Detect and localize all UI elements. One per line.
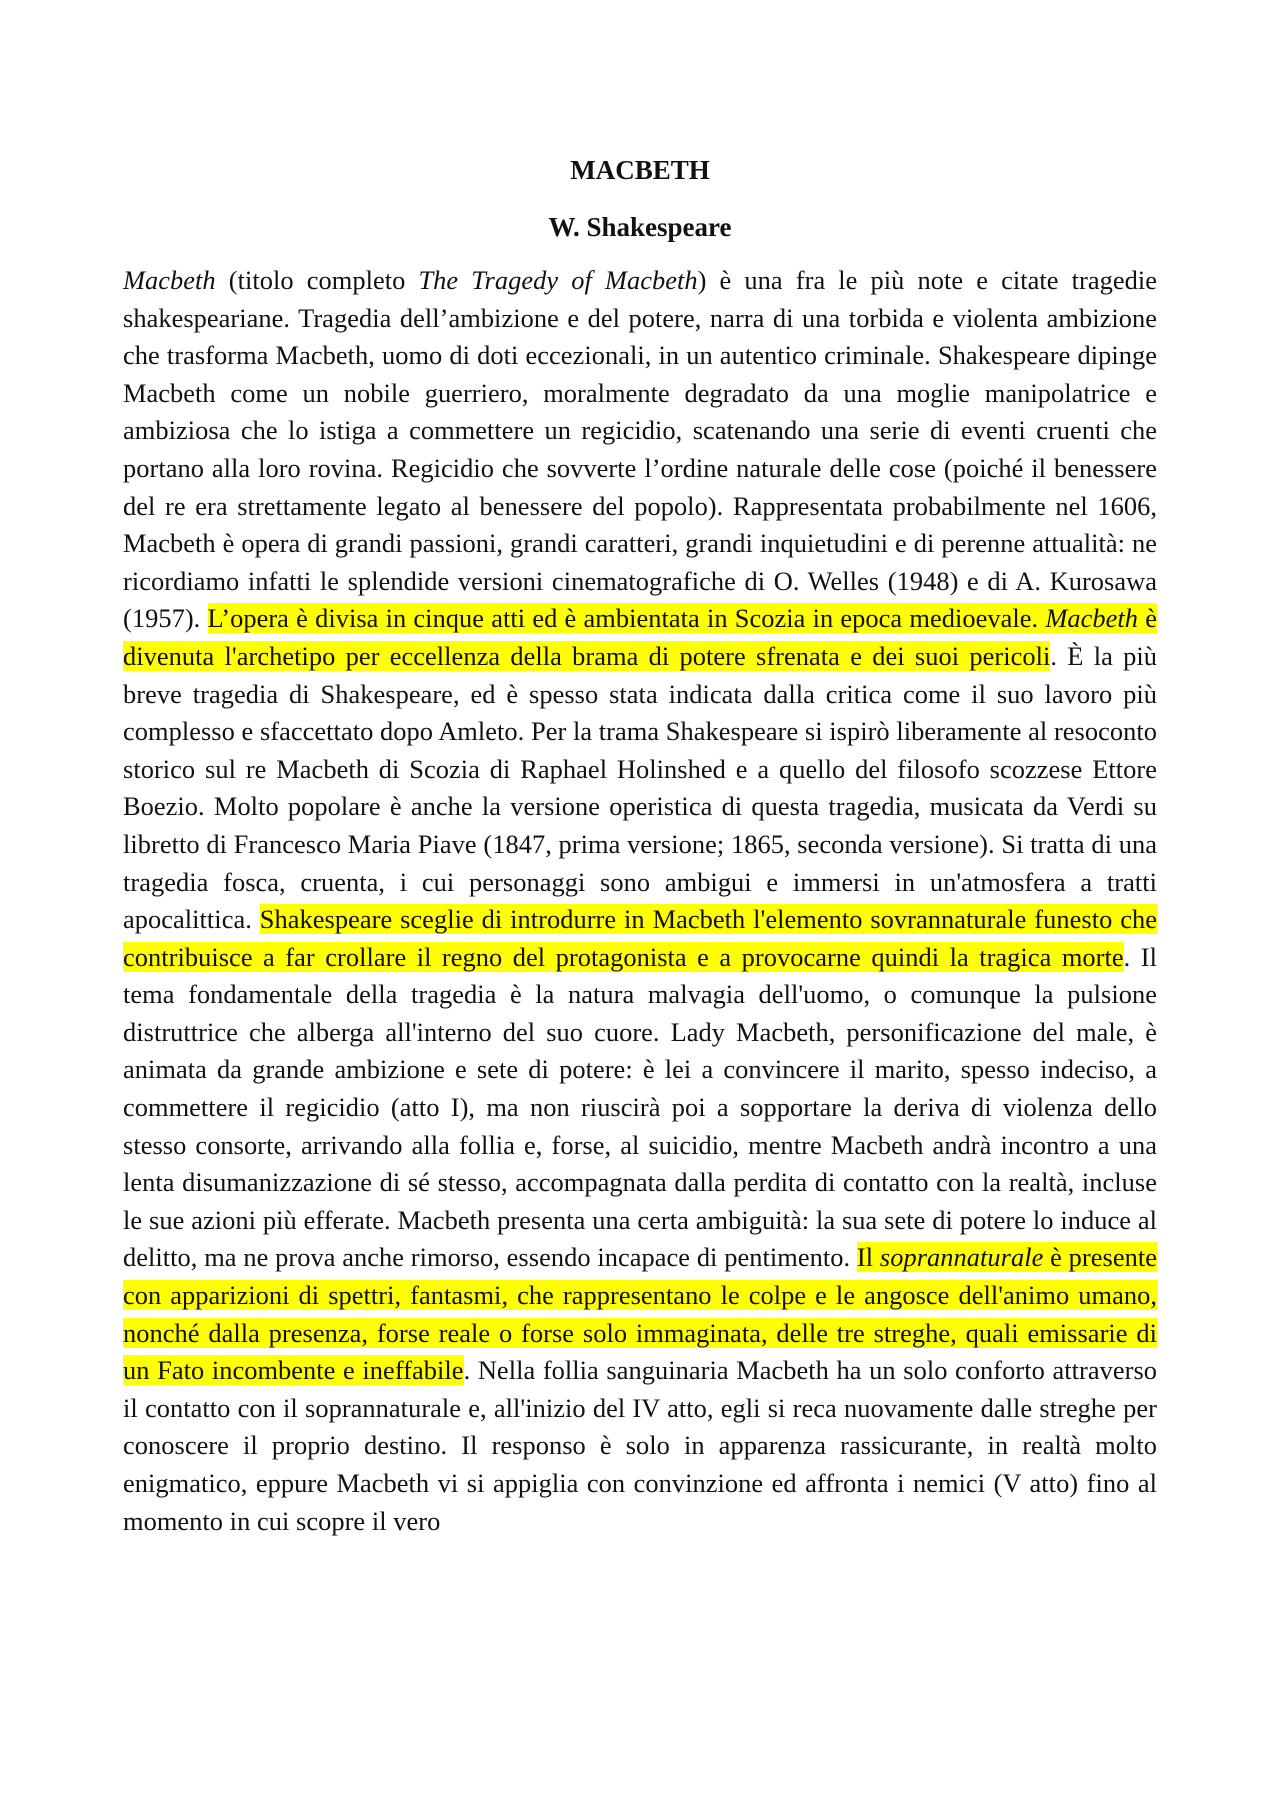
highlight-text: L’opera è divisa in cinque atti ed è ambientata in Scozia in epoca medioevale. [207, 603, 1046, 634]
body-paragraph [123, 262, 1157, 1540]
text-run: ) è una fra le più note e citate tragedie shakespeariane. Tragedia dell’ambizione e del potere, narra di una torbida e violenta ambizione che trasforma Macbeth, uomo di doti eccezionali, in un autentico criminale. Shakespeare dipinge Macbeth come un nobile guerriero, moralmente degradato da una moglie manipolatrice e ambiziosa che lo istiga a commettere un regicidio, scatenando una serie di eventi cruenti che portano alla loro rovina. Regicidio che sovverte l’ordine naturale delle cose (poiché il benessere del re era strettamente legato al benessere del popolo). Rappresentata probabilmente nel 1606, Macbeth è opera di grandi passioni, grandi caratteri, grandi inquietudini e di perenne attualità: ne ricordiamo infatti le splendide versioni cinematografiche di O. Welles (1948) e di A. Kurosawa (1957). [123, 265, 1157, 634]
highlight-1 [123, 603, 1157, 671]
highlight-2: Shakespeare sceglie di introdurre in Macbeth l'elemento sovrannaturale funesto che contribuisce a far crollare il regno del protagonista e a provocarne quindi la tragica morte [123, 904, 1157, 972]
text-run: . È la più breve tragedia di Shakespeare, ed è spesso stata indicata dalla critica come il suo lavoro più complesso e sfaccettato dopo Amleto. Per la trama Shakespeare si ispirò liberamente al resoconto storico sul re Macbeth di Scozia di Raphael Holinshed e a quello del filosofo scozzese Ettore Boezio. Molto popolare è anche la versione operistica di questa tragedia, musicata da Verdi su libretto di Francesco Maria Piave (1847, prima versione; 1865, seconda versione). Si tratta di una tragedia fosca, cruenta, i cui personaggi sono ambigui e immersi in un'atmosfera a tratti apocalittica. [123, 640, 1157, 935]
work-title-italic: Macbeth [123, 265, 216, 295]
highlight-italic: Macbeth [1045, 603, 1139, 634]
highlight-text: è divenuta l'archetipo per eccellenza della brama di potere sfrenata e dei suoi pericoli [123, 603, 1157, 671]
full-title-italic: The Tragedy of Macbeth [418, 265, 698, 295]
document-title: MACBETH [570, 155, 710, 185]
highlight-text: è presente con apparizioni di spettri, fantasmi, che rappresentano le colpe e le angosce dell'animo umano, nonché dalla presenza, forse reale o forse solo immaginata, delle tre streghe, quali emissarie di un Fato incombente e ineffabile [123, 1242, 1157, 1386]
document-author: W. Shakespeare [548, 212, 732, 242]
text-run: . Nella follia sanguinaria Macbeth ha un solo conforto attraverso il contatto con il soprannaturale e, all'inizio del IV atto, egli si reca nuovamente dalle streghe per conoscere il proprio destino. Il responso è solo in apparenza rassicurante, in realtà molto enigmatico, eppure Macbeth vi si appiglia con convinzione ed affronta i nemici (V atto) fino al momento in cui scopre il vero [123, 1355, 1158, 1536]
text-run: (titolo completo [215, 265, 419, 295]
text-run: . Il tema fondamentale della tragedia è la natura malvagia dell'uomo, o comunque la pulsione distruttrice che alberga all'interno del suo cuore. Lady Macbeth, personificazione del male, è animata da grande ambizione e sete di potere: è lei a convincere il marito, spesso indeciso, a commettere il regicidio (atto I), ma non riuscirà poi a sopportare la deriva di violenza dello stesso consorte, arrivando alla follia e, forse, al suicidio, mentre Macbeth andrà incontro a una lenta disumanizzazione di sé stesso, accompagnata dalla perdita di contatto con la realtà, incluse le sue azioni più efferate. Macbeth presenta una certa ambiguità: la sua sete di potere lo induce al delitto, ma ne prova anche rimorso, essendo incapace di pentimento. [123, 941, 1157, 1273]
highlight-italic: soprannaturale [879, 1242, 1044, 1273]
highlight-text: Il [856, 1242, 880, 1273]
